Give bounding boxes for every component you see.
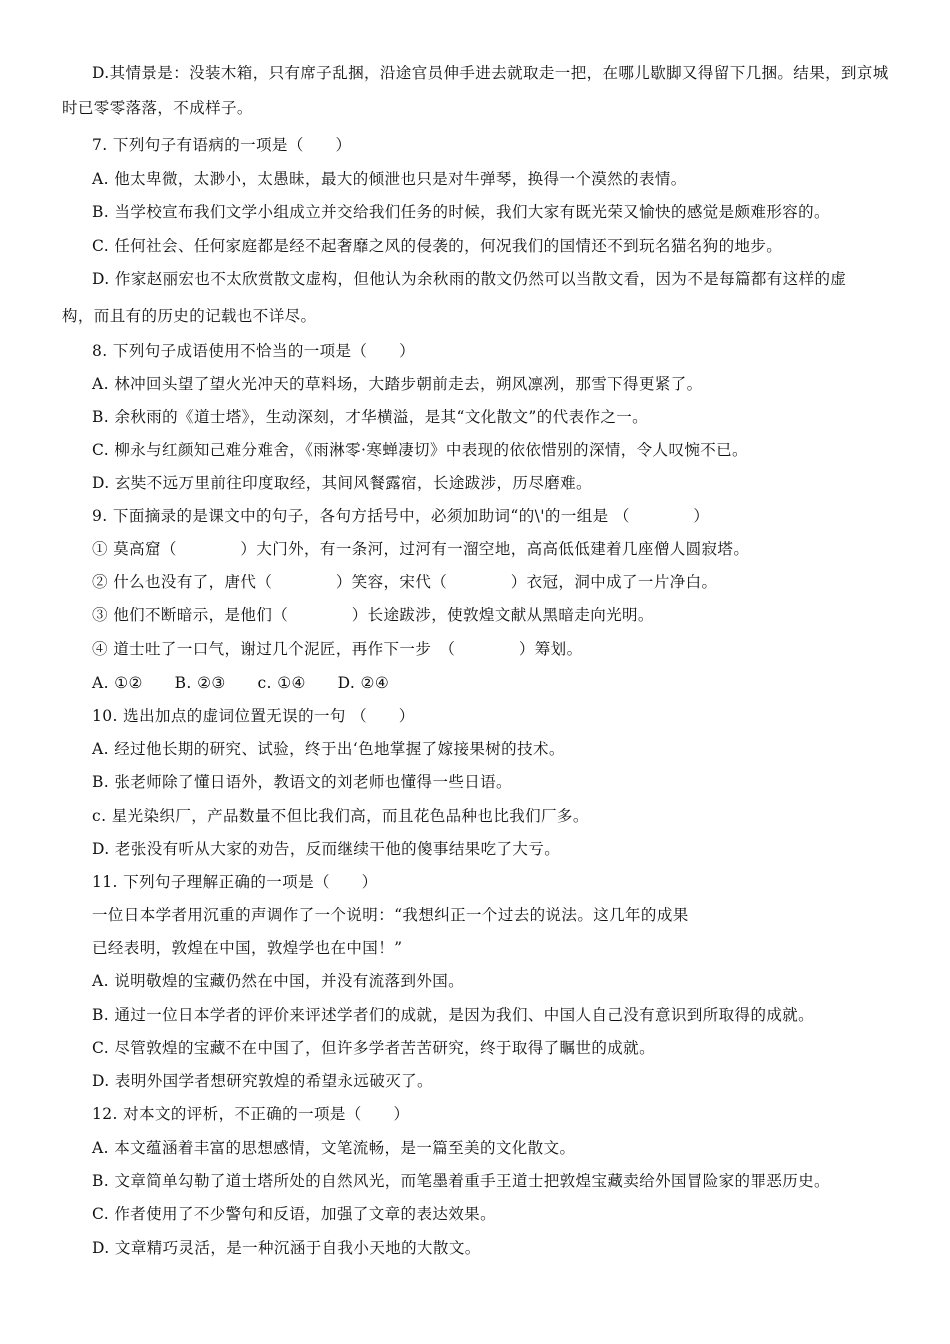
text-line: 10. 选出加点的虚词位置无误的一句 （ ） <box>92 707 415 725</box>
text-line: C. 尽管敦煌的宝藏不在中国了，但许多学者苦苦研究，终于取得了瞩世的成就。 <box>92 1039 655 1057</box>
text-line: D. 文章精巧灵活，是一种沉涵于自我小天地的大散文。 <box>92 1239 481 1257</box>
text-line: B. 通过一位日本学者的评价来评述学者们的成就，是因为我们、中国人自己没有意识到所取得的成就。 <box>92 1006 815 1024</box>
text-line: ① 莫高窟（ ）大门外，有一条河，过河有一溜空地，高高低低建着几座僧人圆寂塔。 <box>92 540 750 558</box>
text-line: D. 作家赵丽宏也不太欣赏散文虚构，但他认为余秋雨的散文仍然可以当散文看，因为不是每篇都有这样的虚 <box>92 270 847 288</box>
text-line: 9. 下面摘录的是课文中的句子，各句方括号中，必须加助词“的\'的一组是 （ ） <box>92 507 710 525</box>
text-line: A. ①② B. ②③ c. ①④ D. ②④ <box>92 674 390 692</box>
text-line: 一位日本学者用沉重的声调作了一个说明：“我想纠正一个过去的说法。这几年的成果 <box>92 906 689 924</box>
text-line: C. 柳永与红颜知己难分难舍，《雨淋零·寒蝉凄切》中表现的依依惜别的深情，令人叹惋不已。 <box>92 441 748 459</box>
text-line: D. 表明外国学者想研究敦煌的希望永远破灭了。 <box>92 1072 433 1090</box>
text-line: 构，而且有的历史的记载也不详尽。 <box>62 307 317 325</box>
text-line: A. 本文蕴涵着丰富的思想感情，文笔流畅，是一篇至美的文化散文。 <box>92 1139 576 1157</box>
text-line: D. 老张没有听从大家的劝告，反而继续干他的傻事结果吃了大亏。 <box>92 840 561 858</box>
text-line: B. 文章简单勾勒了道士塔所处的自然风光，而笔墨着重手王道士把敦煌宝藏卖给外国冒险家的罪恶历史。 <box>92 1172 830 1190</box>
text-line: 11. 下列句子理解正确的一项是（ ） <box>92 873 378 891</box>
text-line: 时已零零落落，不成样子。 <box>62 99 253 117</box>
text-line: ④ 道士吐了一口气，谢过几个泥匠，再作下一步 （ ）筹划。 <box>92 640 583 658</box>
text-line: 7. 下列句子有语病的一项是（ ） <box>92 136 352 154</box>
text-line: A. 他太卑微，太渺小，太愚昧，最大的倾泄也只是对牛弹琴，换得一个漠然的表情。 <box>92 170 687 188</box>
text-line: ② 什么也没有了，唐代（ ）笑容，宋代（ ）衣冠，洞中成了一片净白。 <box>92 573 718 591</box>
text-line: c. 星光染织厂，产品数量不但比我们高，而且花色品种也比我们厂多。 <box>92 807 589 825</box>
text-line: ③ 他们不断暗示，是他们（ ）长途跋涉，使敦煌文献从黑暗走向光明。 <box>92 606 654 624</box>
text-line: 12. 对本文的评析，不正确的一项是（ ） <box>92 1105 410 1123</box>
text-line: A. 说明敬煌的宝藏仍然在中国，并没有流落到外国。 <box>92 972 465 990</box>
text-line: 已经表明，敦煌在中国，敦煌学也在中国！” <box>92 939 403 957</box>
text-line: B. 余秋雨的《道士塔》，生动深刻，才华横溢，是其“文化散文”的代表作之一。 <box>92 408 649 426</box>
text-line: B. 张老师除了懂日语外，教语文的刘老师也懂得一些日语。 <box>92 773 512 791</box>
text-line: 8. 下列句子成语使用不恰当的一项是（ ） <box>92 342 416 360</box>
text-line: C. 作者使用了不少警句和反语，加强了文章的表达效果。 <box>92 1205 496 1223</box>
text-line: D. 玄奘不远万里前往印度取经，其间风餐露宿，长途跋涉，历尽磨难。 <box>92 474 592 492</box>
text-line: C. 任何社会、任何家庭都是经不起奢靡之风的侵袭的，何况我们的国情还不到玩名猫名狗的地步。 <box>92 237 783 255</box>
text-line: D.其情景是：没装木箱，只有席子乱捆，沿途官员伸手进去就取走一把，在哪儿歇脚又得留下几捆。结果，到京城 <box>92 64 889 82</box>
text-line: A. 林冲回头望了望火光冲天的草料场，大踏步朝前走去，朔风凛冽，那雪下得更紧了。 <box>92 375 703 393</box>
text-line: B. 当学校宣布我们文学小组成立并交给我们任务的时候，我们大家有既光荣又愉快的感觉是颇难形容的。 <box>92 203 830 221</box>
text-line: A. 经过他长期的研究、试验，终于出‘色地掌握了嫁接果树的技术。 <box>92 740 565 758</box>
